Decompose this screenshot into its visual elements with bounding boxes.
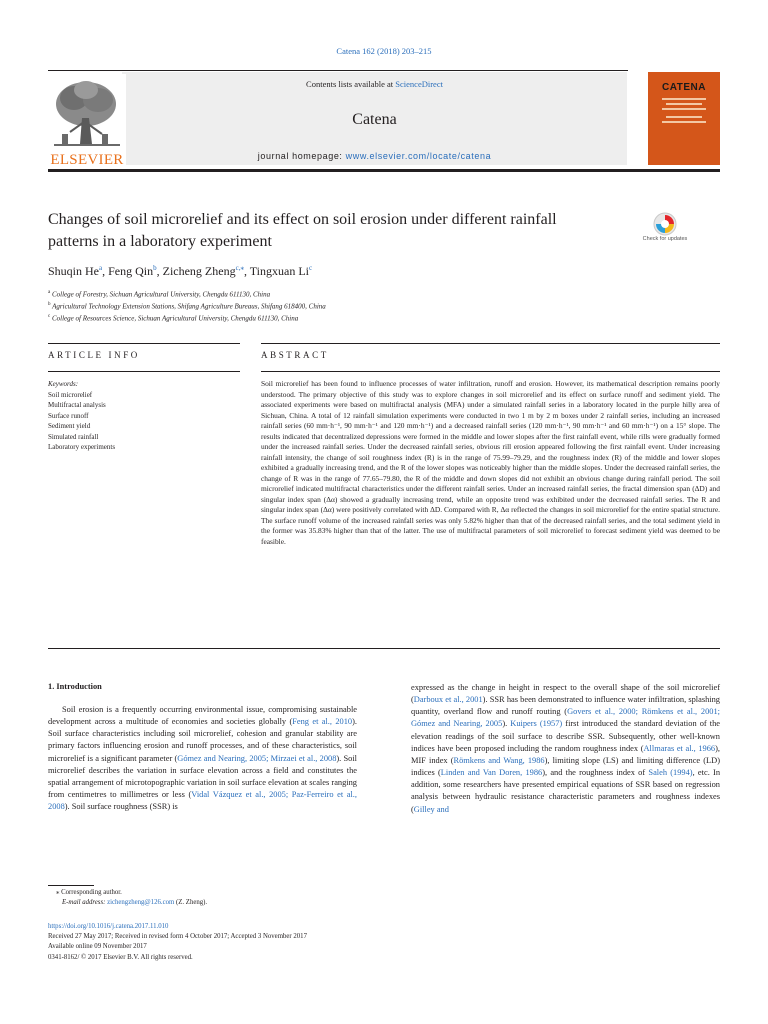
affiliation-marker: b — [48, 301, 51, 307]
affiliation-item — [48, 312, 326, 324]
body-text: ). Soil surface roughness (SSR) is — [64, 802, 178, 812]
affiliation-text: Agricultural Technology Extension Stations, Shifang Agriculture Bureaus, Shifang 618400, China — [50, 302, 326, 311]
body-text: ), MIF index ( — [411, 743, 720, 765]
article-footer — [48, 922, 307, 963]
abstract-rule — [261, 343, 720, 344]
affiliation-item — [48, 288, 326, 300]
introduction-right-column — [411, 682, 720, 816]
body-text: ). Soil microrelief describes the variation in surface elevation across a field and constitutes the spatial arrangement of microtopographic variation in soil surface elevation at scales ranging from centimetres to millimetres or less ( — [48, 753, 358, 800]
introduction-heading: 1. Introduction — [48, 682, 102, 691]
keywords-list — [48, 390, 115, 453]
citation-link[interactable]: Linden and Van Doren, 1986 — [440, 768, 543, 778]
email-footnote — [62, 899, 207, 906]
author-name[interactable]: Feng Qin — [108, 264, 154, 278]
keyword-item: Surface runoff — [48, 411, 89, 420]
citation-link[interactable]: Govers et al., 2000; Römkens et al., 2001; Gómez and Nearing, 2005 — [411, 707, 720, 729]
keyword-item: Laboratory experiments — [48, 443, 116, 451]
check-updates-label[interactable]: Check for updates — [642, 236, 688, 242]
email-suffix: (Z. Zheng). — [174, 899, 208, 906]
email-link[interactable]: zichengzheng@126.com — [107, 899, 175, 906]
keywords-block — [48, 379, 115, 453]
citation-link[interactable]: Römkens and Wang, 1986 — [453, 755, 545, 765]
citation-link[interactable]: Feng et al., 2010 — [292, 717, 353, 727]
author-separator: , — [102, 264, 109, 278]
footnote-rule — [48, 885, 94, 886]
author-list — [48, 264, 312, 279]
cover-text-line — [662, 98, 706, 100]
body-text: ). Soil surface characteristics including soil microrelief, cohesion and granular stability are primary factors influencing erosion and runoff processes, and of these characteristics, soil microrelief is a significant parameter ( — [48, 717, 357, 763]
doi-link[interactable]: https://doi.org/10.1016/j.catena.2017.11.010 — [48, 923, 169, 930]
article-info-subrule — [48, 371, 240, 372]
check-updates-icon — [648, 212, 682, 236]
author-affiliation-marker[interactable]: b — [153, 264, 157, 272]
abstract-bottom-rule — [48, 648, 720, 649]
author-affiliation-marker[interactable]: c,⁎ — [235, 264, 244, 272]
article-title: Changes of soil microrelief and its effect on soil erosion under different rainfall patterns in a laboratory experiment — [48, 211, 557, 250]
citation-link[interactable]: Vidal Vázquez et al., 2005; Paz-Ferreiro et al., 2008 — [48, 790, 357, 812]
author-separator: , — [156, 264, 163, 278]
citation-link[interactable]: Gilley and — [413, 804, 449, 814]
body-text: ), limiting slope (LS) and limiting difference (LD) indices ( — [411, 755, 720, 778]
author-separator: , — [243, 264, 250, 278]
author-name[interactable]: Shuqin He — [48, 264, 99, 278]
author-affiliation-marker[interactable]: a — [99, 264, 103, 272]
abstract-heading: ABSTRACT — [261, 350, 329, 360]
contents-prefix: Contents lists available at — [306, 79, 396, 89]
article-info-rule — [48, 343, 240, 344]
body-text: expressed as the change in height in respect to the overall shape of the soil microrelief ( — [411, 683, 720, 705]
keywords-label: Keywords: — [48, 380, 79, 388]
header-divider — [48, 169, 720, 172]
abstract-subrule — [261, 371, 720, 372]
elsevier-wordmark: ELSEVIER — [50, 152, 124, 168]
header-top-rule — [48, 70, 628, 71]
article-history: Received 27 May 2017; Received in revised form 4 October 2017; Accepted 3 November 2017 — [48, 933, 307, 941]
journal-reference-link[interactable]: Catena 162 (2018) 203–215 — [336, 46, 432, 56]
introduction-left-column — [48, 704, 357, 813]
cover-text-line — [662, 121, 706, 123]
journal-cover-thumbnail[interactable] — [648, 72, 720, 165]
affiliation-marker: a — [48, 290, 51, 295]
copyright: 0341-8162/ © 2017 Elsevier B.V. All rights reserved. — [48, 953, 193, 961]
body-text: ). SSR has been demonstrated to influence water infiltration, splashing quantity, overland flow and runoff routing ( — [411, 695, 720, 717]
homepage-link[interactable]: www.elsevier.com/locate/catena — [345, 151, 492, 161]
affiliation-text: College of Resources Science, Sichuan Agricultural University, Chengdu 611130, China — [50, 313, 299, 322]
check-for-updates-badge[interactable] — [648, 212, 682, 252]
abstract-text: Soil microrelief has been found to influence processes of water infiltration, runoff and erosion. However, its mathematical description remains poorly understood. The primary objective of this study was to explore changes in soil microrelief and its effect on surface runoff and sediment yield. The associated experiments were based on multifractal analysis (MFA) under a simulated rainfall series in a laboratory located in the purple hilly area of Sichuan, China. A total of 12 rainfall simulation experiments were conducted in two 1 m by 2 m boxes under 2 rainfall series, including an increased rainfall series (60 mm·h⁻¹, 90 mm·h⁻¹ and 120 mm·h⁻¹) and a decreased rainfall series (120 mm·h⁻¹, 90 mm·h⁻¹ and 60 mm·h⁻¹) on a 15° slope. The results indicated that decentralized depressions were formed in the middle and lower slopes after the first rainfall event, while rills were gradually formed under the increased rainfall series. Under the decreased rainfall series, obvious rill erosion appeared following the first rainfall event. Under increasing rainfall intensity, the change of soil roughness index (R) is in the range of 75.99–79.29, and the roughness index (R) of the middle and lower slopes exhibited a gradually increasing trend, and the R of the lower slopes was noticeably higher than the middle slopes. Under the decreased rainfall series, the change of R was in the range of 77.65–79.80, the R of the middle and down slopes did not exhibit an obvious change during rainfall period. The soil microrelief indicated multifractal characteristics under the different rainfall series. Under an increased rainfall series, the fractal dimension span (ΔD) and singular index span (Δα) showed a gradually increasing trend, while an opposite trend was exhibited under the decreased rainfall series. The R and singular index span (Δα) were positively correlated with ΔD. Compared with R, Δα reflected the changes in soil microrelief for the entire spatial structure. The surface runoff volume of the increased rainfall series was only 5.82% higher than that of the decreased rainfall series, and the total sediment yield in the former was 35.83% higher than that of the latter. The use of multifractal parameters of soil microrelief to forecast sediment yield was deemed to be feasible. — [261, 379, 720, 546]
citation-link[interactable]: Gómez and Nearing, 2005; Mirzaei et al., 2008 — [177, 753, 337, 763]
author-name[interactable]: Tingxuan Li — [249, 264, 309, 278]
keyword-item: Multifractal analysis — [48, 401, 106, 409]
body-text: , etc. In addition, some researchers have presented empirical equations of SSR based on regression analysis between hydraulic resistance characteristic parameters and roughness indexes ( — [411, 768, 721, 814]
keyword-item: Sediment yield — [48, 422, 91, 430]
author-name[interactable]: Zicheng Zheng — [162, 264, 236, 278]
affiliation-item — [48, 300, 326, 312]
affiliations — [48, 288, 326, 323]
cover-text-line — [666, 116, 702, 118]
body-text: Soil erosion is a frequently occurring environmental issue, compromising sustainable development across a multitude of economies and societies globally ( — [48, 705, 357, 727]
contents-availability — [122, 79, 627, 89]
sciencedirect-link[interactable]: ScienceDirect — [395, 79, 443, 89]
available-online: Available online 09 November 2017 — [48, 943, 147, 951]
cover-text-line — [666, 103, 702, 105]
body-text: ). — [502, 719, 511, 729]
cover-text-line — [662, 108, 706, 110]
corresponding-author-note: ⁎ Corresponding author. — [56, 889, 122, 896]
citation-link[interactable]: Kuipers (1957) — [510, 719, 563, 729]
citation-link[interactable]: Allmaras et al., 1966 — [643, 743, 716, 753]
body-text: first introduced the standard deviation of the elevation readings of the soil surface to describe SSR. Subsequently, other well-known indices have been proposed including the random roughness index ( — [411, 719, 720, 753]
citation-link[interactable]: Darboux et al., 2001 — [413, 695, 483, 705]
author-affiliation-marker[interactable]: c — [308, 264, 313, 272]
affiliation-text: College of Forestry, Sichuan Agricultural University, Chengdu 611130, China — [50, 290, 271, 299]
article-info-heading: ARTICLE INFO — [48, 350, 140, 360]
citation-link[interactable]: Saleh (1994) — [648, 768, 693, 778]
journal-homepage — [122, 151, 627, 161]
journal-name: Catena — [352, 111, 397, 128]
email-label: E-mail address: — [62, 899, 108, 906]
keyword-item: Soil microrelief — [48, 390, 93, 399]
affiliation-marker: c — [48, 313, 51, 319]
body-text: ), and the roughness index of — [542, 768, 649, 778]
cover-title: CATENA — [662, 82, 706, 93]
homepage-label: journal homepage: — [257, 151, 346, 161]
keyword-item: Simulated rainfall — [48, 432, 99, 441]
